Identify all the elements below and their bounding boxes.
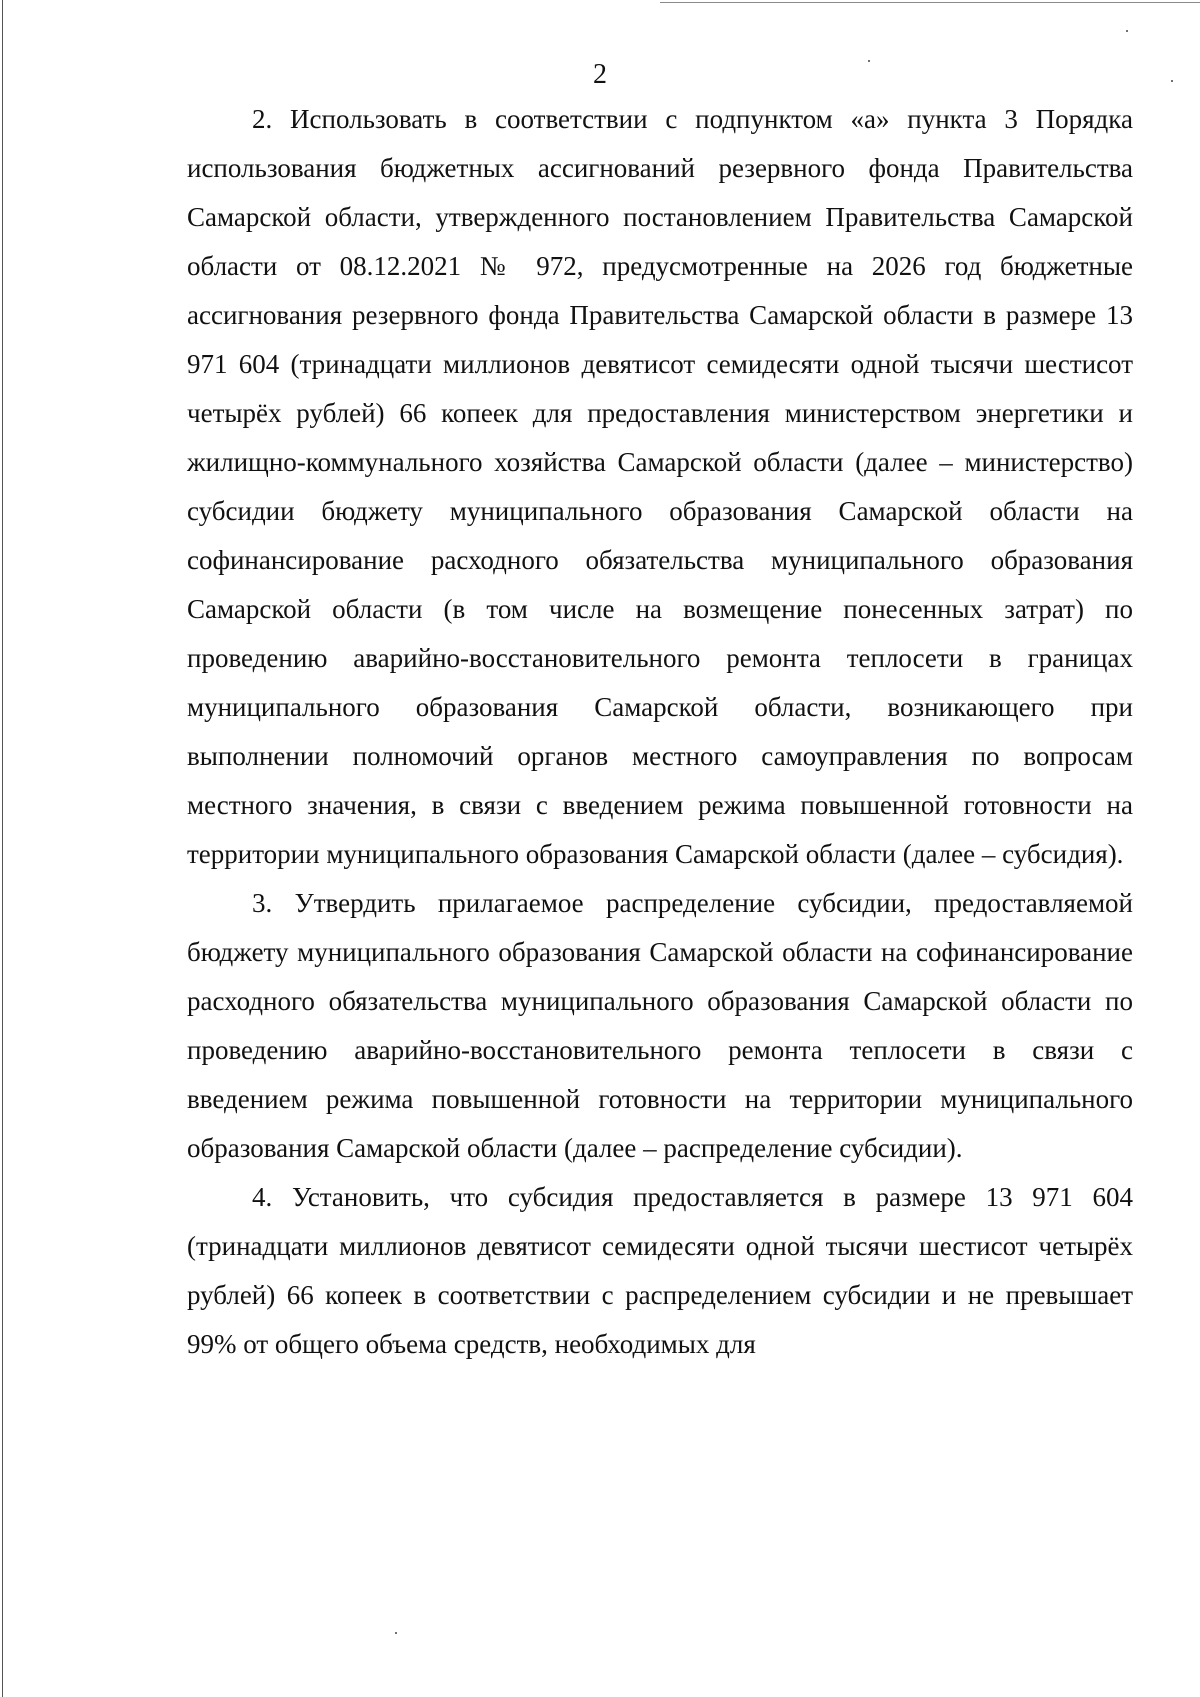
scan-edge-top: [660, 2, 1200, 3]
scan-edge-left: [2, 0, 3, 1697]
paragraph-3: 3. Утвердить прилагаемое распределение субсидии, предоставляемой бюджету муниципального образования Самарской области на софинансирование расходного обязательства муниципального образования Самарской области по проведению аварийно-восстановительного ремонта теплосети в связи с введением режима повышенной готовности на территории муниципального образования Самарской области (далее – распределение субсидии).: [187, 888, 1133, 1163]
document-body: [187, 95, 1133, 1369]
scan-speck: [1126, 30, 1128, 32]
scan-speck: [395, 1632, 397, 1634]
page-number: 2: [593, 59, 607, 90]
paragraph-4: 4. Установить, что субсидия предоставляется в размере 13 971 604 (тринадцати миллионов девятисот семидесяти одной тысячи шестисот четырёх рублей) 66 копеек в соответствии с распределением субсидии и не превышает 99% от общего объема средств, необходимых для: [187, 1182, 1133, 1359]
paragraph-2: 2. Использовать в соответствии с подпунктом «а» пункта 3 Порядка использования бюджетных ассигнований резервного фонда Правительства Самарской области, утвержденного постановлением Правительства Самарской области от 08.12.2021 № 972, предусмотренные на 2026 год бюджетные ассигнования резервного фонда Правительства Самарской области в размере 13 971 604 (тринадцати миллионов девятисот семидесяти одной тысячи шестисот четырёх рублей) 66 копеек для предоставления министерством энергетики и жилищно-коммунального хозяйства Самарской области (далее – министерство) субсидии бюджету муниципального образования Самарской области на софинансирование расходного обязательства муниципального образования Самарской области (в том числе на возмещение понесенных затрат) по проведению аварийно-восстановительного ремонта теплосети в границах муниципального образования Самарской области, возникающего при выполнении полномочий органов местного самоуправления по вопросам местного значения, в связи с введением режима повышенной готовности на территории муниципального образования Самарской области (далее – субсидия).: [187, 104, 1133, 869]
